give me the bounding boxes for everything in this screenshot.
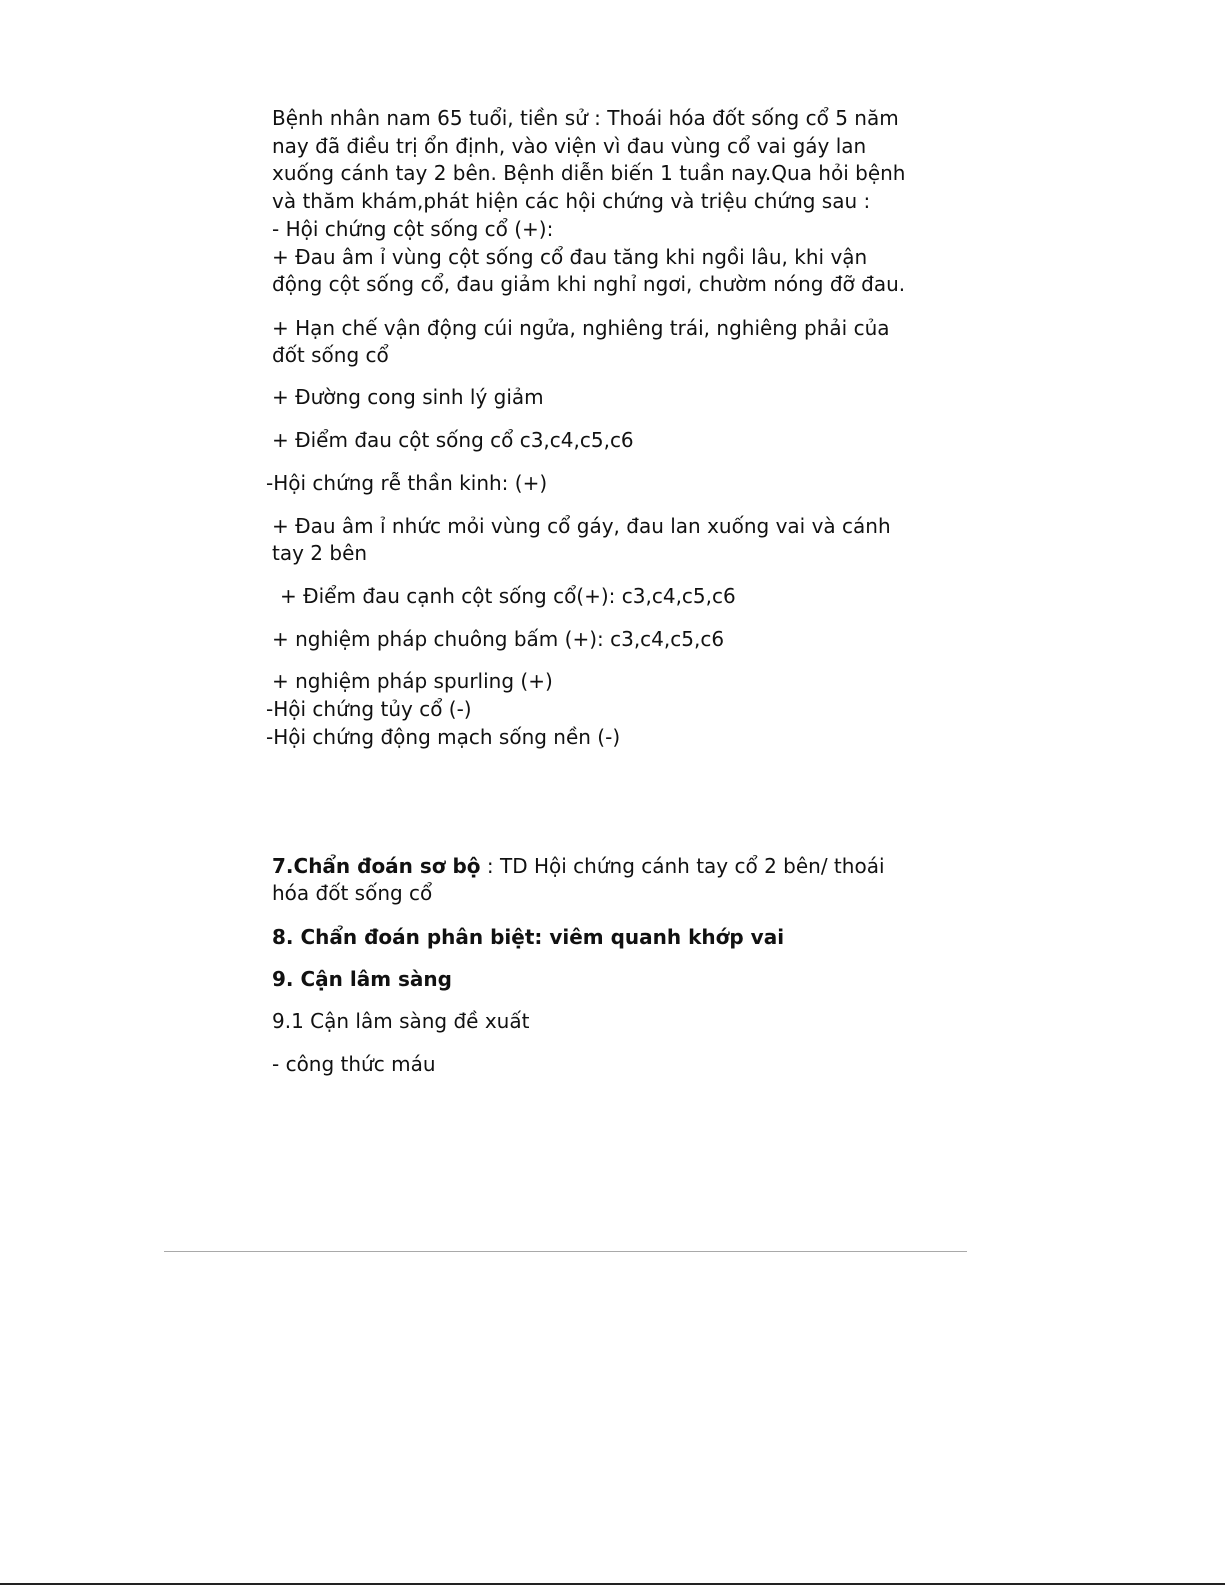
cervical-item-4: + Điểm đau cột sống cổ c3,c4,c5,c6	[272, 428, 634, 452]
preliminary-diagnosis-text: : TD Hội chứng cánh tay cổ 2 bên/ thoái	[480, 854, 885, 878]
cervical-item-2-line-2: đốt sống cổ	[272, 343, 389, 367]
differential-diagnosis: 8. Chẩn đoán phân biệt: viêm quanh khớp vai	[272, 925, 785, 949]
root-item-2: + Điểm đau cạnh cột sống cổ(+): c3,c4,c5,c6	[280, 584, 736, 608]
cervical-item-3: + Đường cong sinh lý giảm	[272, 385, 544, 409]
cervical-item-2-line-1: + Hạn chế vận động cúi ngửa, nghiêng trái, nghiêng phải của	[272, 316, 890, 340]
cervical-item-1-line-2: động cột sống cổ, đau giảm khi nghỉ ngơi, chườm nóng đỡ đau.	[272, 272, 906, 296]
preliminary-diagnosis-line-1	[272, 852, 885, 880]
root-item-1-line-1: + Đau âm ỉ nhức mỏi vùng cổ gáy, đau lan xuống vai và cánh	[272, 514, 891, 538]
vertebrobasilar-syndrome: -Hội chứng động mạch sống nền (-)	[266, 725, 621, 749]
paraclinical-item-1: - công thức máu	[272, 1052, 436, 1076]
preliminary-diagnosis-line-2: hóa đốt sống cổ	[272, 881, 433, 905]
preliminary-diagnosis-label: 7.Chẩn đoán sơ bộ	[272, 854, 481, 878]
intro-line-2: nay đã điều trị ổn định, vào viện vì đau vùng cổ vai gáy lan	[272, 134, 867, 158]
intro-line-3: xuống cánh tay 2 bên. Bệnh diễn biến 1 tuần nay.Qua hỏi bệnh	[272, 161, 906, 185]
root-item-1-line-2: tay 2 bên	[272, 541, 368, 565]
intro-line-4: và thăm khám,phát hiện các hội chứng và triệu chứng sau :	[272, 189, 871, 213]
cervical-syndrome-heading: - Hội chứng cột sống cổ (+):	[272, 217, 554, 241]
root-item-3: + nghiệm pháp chuông bấm (+): c3,c4,c5,c6	[272, 627, 725, 651]
intro-line-1: Bệnh nhân nam 65 tuổi, tiền sử : Thoái hóa đốt sống cổ 5 năm	[272, 106, 899, 130]
cervical-item-1-line-1: + Đau âm ỉ vùng cột sống cổ đau tăng khi ngồi lâu, khi vận	[272, 245, 868, 269]
page-footer-divider	[164, 1251, 967, 1252]
root-item-4: + nghiệm pháp spurling (+)	[272, 669, 553, 693]
spinal-cord-syndrome: -Hội chứng tủy cổ (-)	[266, 697, 472, 721]
paraclinical-heading: 9. Cận lâm sàng	[272, 967, 452, 991]
paraclinical-subheading: 9.1 Cận lâm sàng đề xuất	[272, 1009, 530, 1033]
root-syndrome-heading: -Hội chứng rễ thần kinh: (+)	[266, 471, 548, 495]
